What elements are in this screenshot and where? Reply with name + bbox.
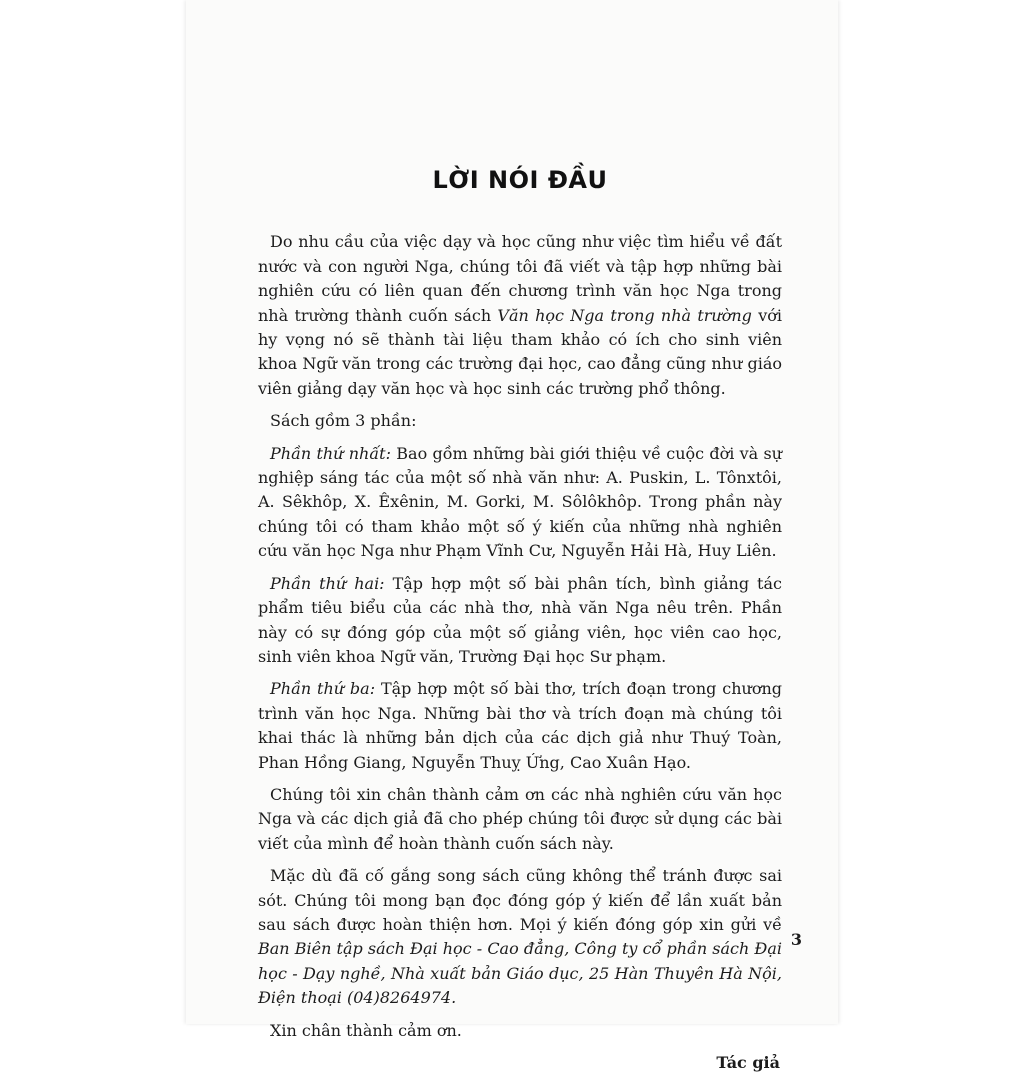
paragraph-parts-count: Sách gồm 3 phần:	[270, 411, 417, 431]
author-signature: Tác giả	[716, 1053, 780, 1072]
feedback-text: Mặc dù đã cố gắng song sách cũng không thể tránh được sai sót. Chúng tôi mong bạn đọc đóng góp ý kiến để lần xuất bản sau sách được hoàn thiện hơn. Mọi ý kiến đóng góp xin gửi về	[258, 866, 782, 934]
part-three-label: Phần thứ ba:	[270, 679, 376, 699]
paragraph-part-one	[258, 442, 782, 564]
paragraph-part-two	[258, 572, 782, 670]
paragraph-thanks: Chúng tôi xin chân thành cảm ơn các nhà nghiên cứu văn học Nga và các dịch giả đã cho phép chúng tôi được sử dụng các bài viết của mình để hoàn thành cuốn sách này.	[258, 784, 782, 853]
paragraph-intro	[258, 230, 782, 401]
paragraph-part-three	[258, 677, 782, 775]
paragraph-feedback	[258, 864, 782, 1010]
part-one-label: Phần thứ nhất:	[270, 443, 391, 463]
paragraph-closing: Xin chân thành cảm ơn.	[270, 1020, 462, 1040]
page-content	[258, 168, 782, 1075]
part-two-text: Tập hợp một số bài phân tích, bình giảng tác phẩm tiêu biểu của các nhà thơ, nhà văn Nga nêu trên. Phần này có sự đóng góp của một số giảng viên, học viên cao học, sinh viên khoa Ngữ văn, Trường Đại học Sư phạm.	[258, 573, 782, 666]
page-title: LỜI NÓI ĐẦU	[432, 166, 608, 194]
part-three-text: Tập hợp một số bài thơ, trích đoạn trong chương trình văn học Nga. Những bài thơ và trích đoạn mà chúng tôi khai thác là những bản dịch của các dịch giả như Thuý Toàn, Phan Hồng Giang, Nguyễn Thuỵ Ứng, Cao Xuân Hạo.	[258, 679, 783, 772]
publisher-contact-italic: Ban Biên tập sách Đại học - Cao đẳng, Công ty cổ phần sách Đại học - Dạy nghề, Nhà xuất bản Giáo dục, 25 Hàn Thuyên Hà Nội, Điện thoại (04)8264974.	[258, 939, 782, 1008]
paragraph-intro-text-c: với hy vọng nó sẽ thành tài liệu tham khảo có ích cho sinh viên khoa Ngữ văn trong các trường đại học, cao đẳng cũng như giáo viên giảng dạy văn học và học sinh các trường phổ thông.	[258, 305, 782, 398]
paragraph-intro-text-a: Do nhu cầu của việc dạy và học cũng như việc tìm hiểu về đất nước và con người Nga, chúng tôi đã viết và tập hợp những bài nghiên cứu có liên quan đến chương trình văn học Nga trong nhà trường thành cuốn sách	[258, 232, 782, 325]
book-page	[186, 0, 838, 1072]
part-one-text: Bao gồm những bài giới thiệu về cuộc đời và sự nghiệp sáng tác của một số nhà văn như: A. Puskin, L. Tônxtôi, A. Sêkhôp, X. Êxênin, M. Gorki, M. Sôlôkhôp. Trong phần này chúng tôi có tham khảo một số ý kiến của những nhà nghiên cứu văn học Nga như Phạm Vĩnh Cư, Nguyễn Hải Hà, Huy Liên.	[258, 443, 783, 561]
book-title-italic: Văn học Nga trong nhà trường	[497, 305, 752, 325]
part-two-label: Phần thứ hai:	[270, 573, 385, 593]
page-number: 3	[790, 930, 802, 949]
